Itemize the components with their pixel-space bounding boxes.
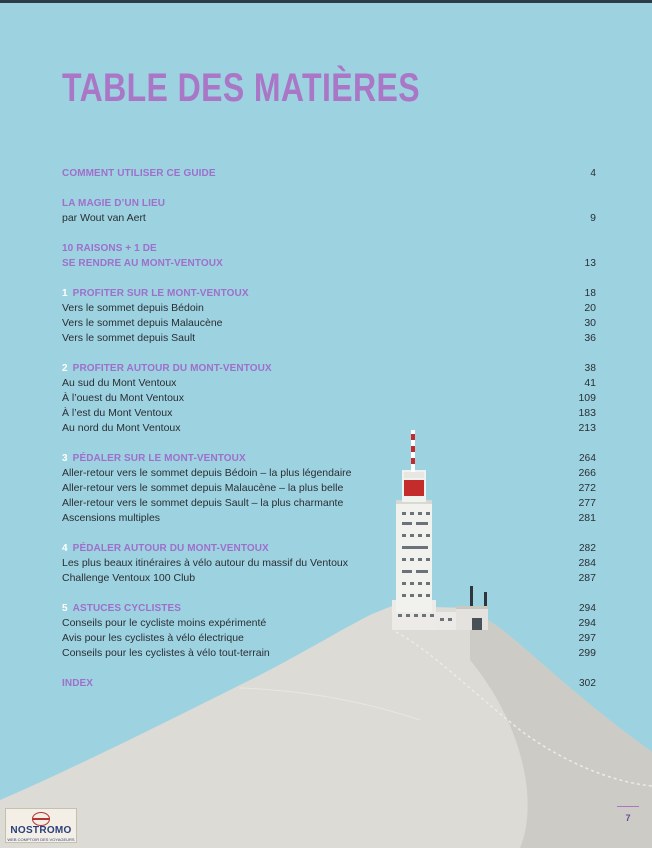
toc-entry-text: Avis pour les cyclistes à vélo électrique [62, 632, 244, 644]
toc-entry-text: PROFITER SUR LE MONT-VENTOUX [72, 288, 249, 299]
toc-page-number: 277 [578, 497, 596, 509]
toc-page-number: 109 [578, 392, 596, 404]
toc-entry-text: INDEX [62, 678, 94, 689]
toc-heading[interactable] [62, 676, 596, 691]
toc-entry-label [62, 286, 249, 301]
toc-page-number: 294 [579, 603, 596, 614]
toc-page-number: 20 [584, 302, 596, 314]
toc-entry-text: Aller-retour vers le sommet depuis Bédoin – la plus légendaire [62, 467, 352, 479]
toc-entry-text: Vers le sommet depuis Malaucène [62, 317, 223, 329]
nostromo-logo [5, 808, 77, 843]
toc-section-gap [62, 226, 596, 241]
chapter-number: 2 [62, 363, 68, 374]
toc-entry[interactable] [62, 211, 596, 226]
toc-page-number: 287 [578, 572, 596, 584]
toc-entry-text: PÉDALER AUTOUR DU MONT-VENTOUX [72, 543, 269, 554]
toc-entry[interactable] [62, 301, 596, 316]
logo-name: NOSTROMO [10, 825, 72, 836]
toc-page-number: 30 [584, 317, 596, 329]
toc-section-gap [62, 661, 596, 676]
toc-entry[interactable] [62, 631, 596, 646]
toc-entry-label [62, 196, 165, 211]
toc-entry[interactable] [62, 511, 596, 526]
toc-entry-text: Conseils pour le cycliste moins expérimenté [62, 617, 267, 629]
toc-page-number: 302 [579, 678, 596, 689]
toc-entry-label [62, 211, 146, 226]
toc-entry[interactable] [62, 496, 596, 511]
toc-entry-text: SE RENDRE AU MONT-VENTOUX [62, 258, 223, 269]
toc-entry-text: PÉDALER SUR LE MONT-VENTOUX [72, 453, 246, 464]
toc-entry[interactable] [62, 616, 596, 631]
toc-heading[interactable] [62, 166, 596, 181]
toc-entry-label [62, 331, 195, 346]
chapter-number: 4 [62, 543, 68, 554]
toc-heading[interactable] [62, 241, 596, 256]
toc-heading[interactable] [62, 601, 596, 616]
toc-entry-label [62, 316, 223, 331]
toc-entry[interactable] [62, 646, 596, 661]
toc-entry-label [62, 166, 216, 181]
toc-entry-label [62, 301, 204, 316]
toc-entry-text: Vers le sommet depuis Bédoin [62, 302, 204, 314]
toc-heading[interactable] [62, 541, 596, 556]
page-number: 7 [625, 813, 631, 823]
toc-page-number: 9 [590, 212, 596, 224]
toc-entry[interactable] [62, 571, 596, 586]
toc-entry-text: Au nord du Mont Ventoux [62, 422, 181, 434]
toc-heading[interactable] [62, 451, 596, 466]
toc-entry-label [62, 511, 160, 526]
toc-page-number: 38 [584, 363, 596, 374]
toc-heading[interactable] [62, 286, 596, 301]
toc-heading[interactable] [62, 256, 596, 271]
globe-icon [32, 812, 50, 826]
toc-section-gap [62, 526, 596, 541]
toc-page-number: 41 [584, 377, 596, 389]
toc-section-gap [62, 436, 596, 451]
toc-entry-label [62, 676, 93, 691]
toc-entry-text: 10 RAISONS + 1 DE [62, 243, 157, 254]
toc-entry-text: Aller-retour vers le sommet depuis Sault – la plus charmante [62, 497, 344, 509]
toc-entry-label [62, 616, 266, 631]
toc-entry-text: Aller-retour vers le sommet depuis Malaucène – la plus belle [62, 482, 344, 494]
toc-page-number: 272 [578, 482, 596, 494]
toc-entry-text: COMMENT UTILISER CE GUIDE [62, 168, 216, 179]
toc-entry-label [62, 241, 157, 256]
toc-section-gap [62, 346, 596, 361]
toc-entry-label [62, 556, 348, 571]
toc-entry[interactable] [62, 421, 596, 436]
chapter-number: 3 [62, 453, 68, 464]
toc-entry[interactable] [62, 331, 596, 346]
toc-page-number: 36 [584, 332, 596, 344]
toc-entry-text: par Wout van Aert [62, 212, 146, 224]
toc-entry-label [62, 451, 246, 466]
toc-page-number: 282 [579, 543, 596, 554]
toc-page-number: 266 [578, 467, 596, 479]
toc-page-number: 18 [584, 288, 596, 299]
toc-page-number: 294 [578, 617, 596, 629]
toc-heading[interactable] [62, 196, 596, 211]
toc-entry-text: ASTUCES CYCLISTES [72, 603, 182, 614]
toc-page-number: 213 [578, 422, 596, 434]
toc-entry-text: PROFITER AUTOUR DU MONT-VENTOUX [72, 363, 272, 374]
toc-entry[interactable] [62, 316, 596, 331]
toc-page-number: 281 [578, 512, 596, 524]
toc-entry-text: Challenge Ventoux 100 Club [62, 572, 196, 584]
toc-entry-label [62, 601, 181, 616]
toc-entry-label [62, 256, 223, 271]
toc-entry-label [62, 466, 351, 481]
toc-entry-label [62, 496, 343, 511]
page-number-rule [617, 806, 639, 807]
toc-entry-label [62, 406, 172, 421]
toc-entry-label [62, 391, 184, 406]
toc-entry-text: Ascensions multiples [62, 512, 161, 524]
toc-entry-text: À l’ouest du Mont Ventoux [62, 392, 184, 404]
toc-entry-text: Les plus beaux itinéraires à vélo autour du massif du Ventoux [62, 557, 349, 569]
toc-entry-text: À l’est du Mont Ventoux [62, 407, 173, 419]
toc-section-gap [62, 271, 596, 286]
toc-page-number: 284 [578, 557, 596, 569]
toc-page-number: 13 [584, 258, 596, 269]
page-title: TABLE DES MATIÈRES [62, 66, 421, 110]
chapter-number: 5 [62, 603, 68, 614]
toc-entry[interactable] [62, 556, 596, 571]
toc-heading[interactable] [62, 361, 596, 376]
toc-entry-label [62, 361, 272, 376]
toc-page-number: 183 [578, 407, 596, 419]
toc-entry[interactable] [62, 481, 596, 496]
toc-entry-label [62, 646, 270, 661]
toc-entry[interactable] [62, 391, 596, 406]
toc-entry[interactable] [62, 406, 596, 421]
toc-page-number: 297 [578, 632, 596, 644]
toc-entry-label [62, 481, 343, 496]
chapter-number: 1 [62, 288, 68, 299]
toc-page-number: 4 [590, 168, 596, 179]
toc-section-gap [62, 181, 596, 196]
toc-entry[interactable] [62, 376, 596, 391]
toc-entry-text: Vers le sommet depuis Sault [62, 332, 196, 344]
toc-entry-label [62, 376, 176, 391]
toc-entry-label [62, 541, 269, 556]
toc-page-number: 299 [578, 647, 596, 659]
toc-entry-label [62, 631, 244, 646]
logo-tagline: WEB COMPTOIR DES VOYAGEURS [7, 837, 75, 842]
toc-section-gap [62, 586, 596, 601]
toc-entry-text: LA MAGIE D’UN LIEU [62, 198, 166, 209]
toc-entry-text: Au sud du Mont Ventoux [62, 377, 177, 389]
table-of-contents [62, 166, 596, 691]
toc-entry-label [62, 421, 181, 436]
toc-entry-text: Conseils pour les cyclistes à vélo tout-terrain [62, 647, 270, 659]
toc-entry[interactable] [62, 466, 596, 481]
toc-page-number: 264 [579, 453, 596, 464]
toc-entry-label [62, 571, 195, 586]
